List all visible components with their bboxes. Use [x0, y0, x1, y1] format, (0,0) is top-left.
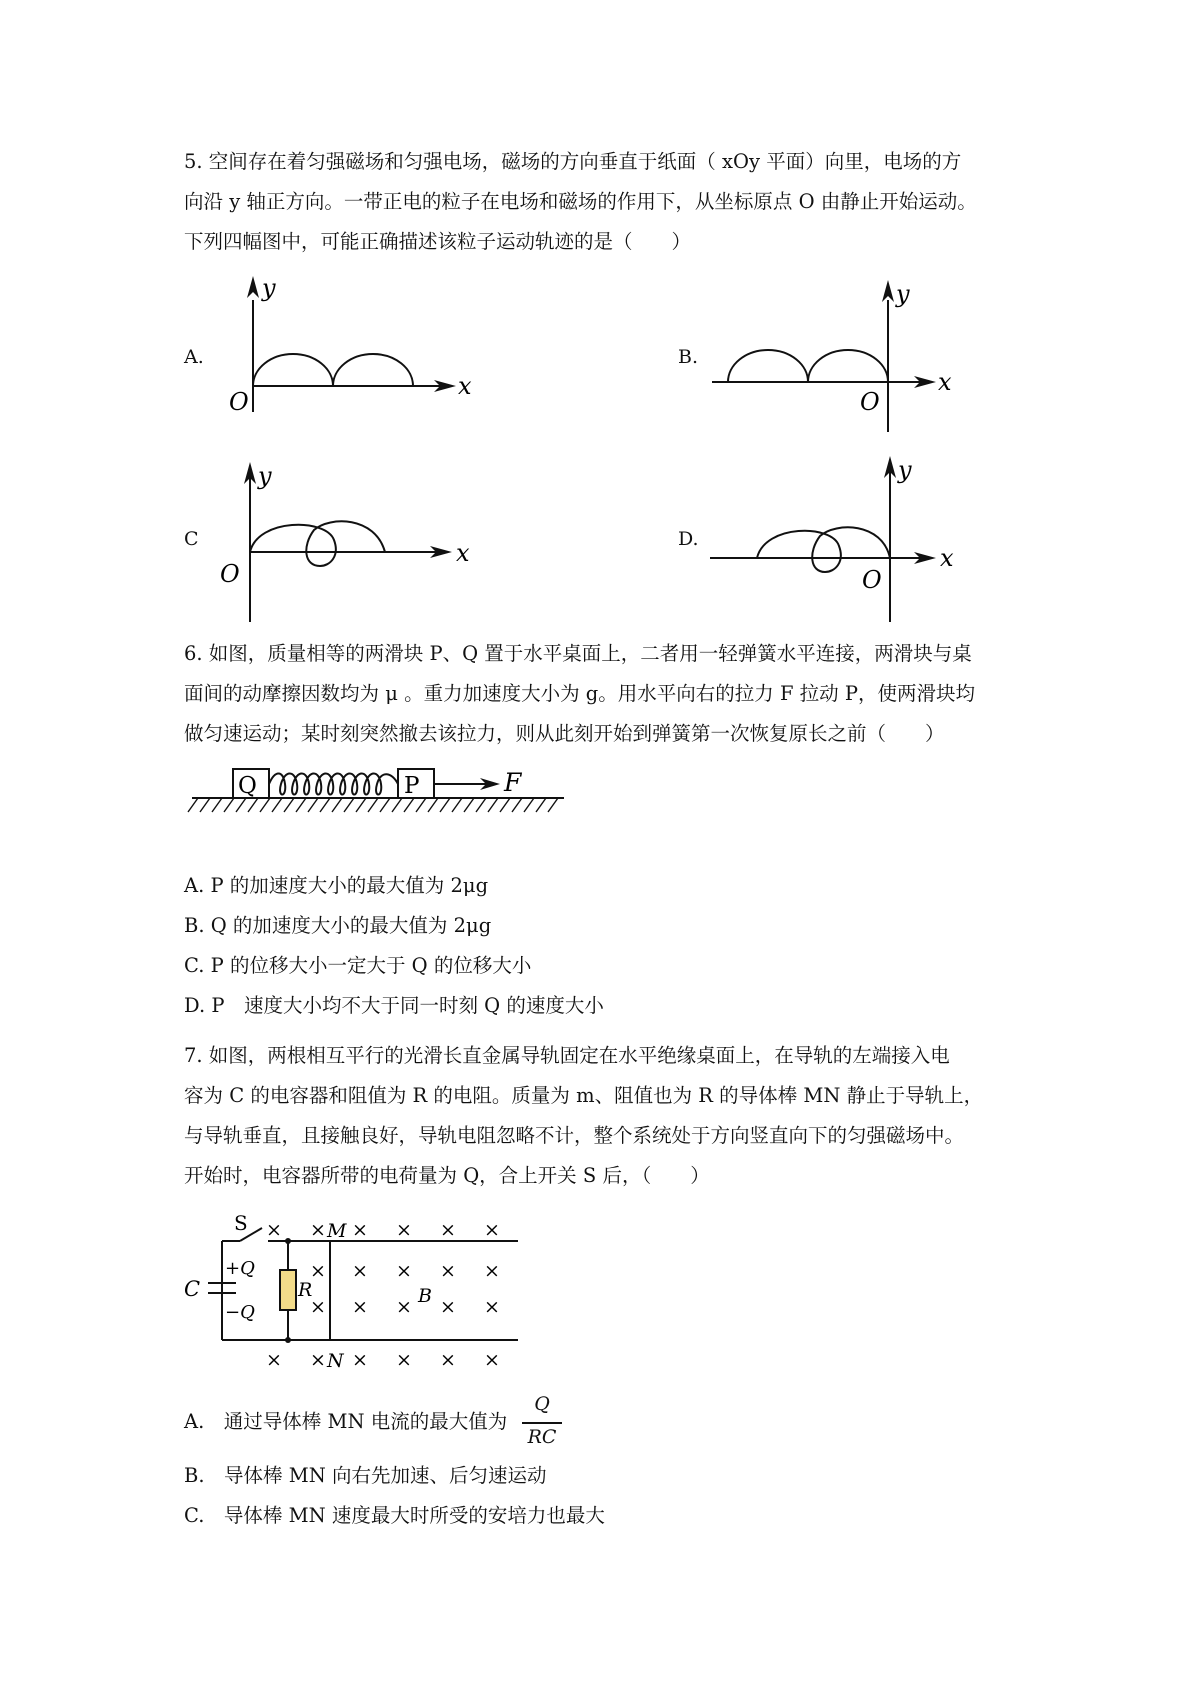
cross-mark: ×: [484, 1349, 500, 1371]
q5-a-origin-label: O: [229, 388, 249, 416]
q6-line-2: 面间的动摩擦因数均为 μ 。重力加速度大小为 g。用水平向右的拉力 F 拉动 P，使两滑块均: [184, 682, 975, 705]
q5-option-c-label: C: [184, 528, 199, 550]
q5-a-y-label: y: [262, 274, 276, 302]
q5-option-d-label: D.: [678, 528, 699, 550]
q7-option-c: C. 导体棒 MN 速度最大时所受的安培力也最大: [184, 1504, 605, 1527]
q5-c-y-label: y: [258, 462, 272, 490]
cross-mark: ×: [352, 1296, 368, 1318]
q5-b-x-label: x: [938, 368, 952, 396]
q7-top-charge-label: +Q: [225, 1258, 255, 1279]
q7-line-3: 与导轨垂直，且接触良好，导轨电阻忽略不计，整个系统处于方向竖直向下的匀强磁场中。: [184, 1124, 965, 1147]
q5-line-3: 下列四幅图中，可能正确描述该粒子运动轨迹的是（ ）: [184, 230, 692, 253]
cross-mark: ×: [310, 1349, 326, 1371]
q6-force-label: F: [504, 768, 522, 797]
q7-option-a: A. 通过导体棒 MN 电流的最大值为: [184, 1410, 508, 1433]
q5-d-origin-label: O: [862, 566, 882, 594]
cross-mark: ×: [352, 1349, 368, 1371]
q6-line-1: 6. 如图，质量相等的两滑块 P、Q 置于水平桌面上，二者用一轻弹簧水平连接，两滑块与桌: [184, 642, 972, 665]
q5-b-y-label: y: [896, 280, 910, 308]
q7-field-label: B: [418, 1285, 432, 1307]
cross-mark: ×: [352, 1219, 368, 1241]
q5-d-x-label: x: [940, 544, 954, 572]
q6-line-3: 做匀速运动；某时刻突然撤去该拉力，则从此刻开始到弹簧第一次恢复原长之前（ ）: [184, 722, 945, 745]
cross-mark: ×: [396, 1260, 412, 1282]
cross-mark: ×: [352, 1260, 368, 1282]
cross-mark: ×: [396, 1296, 412, 1318]
q7-option-a-denominator: RC: [527, 1426, 557, 1448]
cross-mark: ×: [440, 1219, 456, 1241]
q5-option-a-label: A.: [184, 346, 204, 368]
q7-line-4: 开始时，电容器所带的电荷量为 Q，合上开关 S 后，（ ）: [184, 1164, 710, 1187]
q7-rod-n-label: N: [327, 1350, 344, 1372]
q6-option-b: B. Q 的加速度大小的最大值为 2μg: [184, 914, 492, 937]
q7-option-b: B. 导体棒 MN 向右先加速、后匀速运动: [184, 1464, 547, 1487]
q6-option-a: A. P 的加速度大小的最大值为 2μg: [184, 874, 489, 897]
q5-b-origin-label: O: [860, 388, 880, 416]
q7-resistor-label: R: [298, 1279, 313, 1301]
cross-mark: ×: [310, 1219, 326, 1241]
cross-mark: ×: [484, 1219, 500, 1241]
q7-capacitor-label: C: [184, 1277, 201, 1301]
q5-option-b-label: B.: [678, 346, 699, 368]
cross-mark: ×: [440, 1260, 456, 1282]
q7-option-a-numerator: Q: [534, 1393, 550, 1415]
cross-mark: ×: [484, 1260, 500, 1282]
q7-bottom-charge-label: −Q: [225, 1302, 255, 1323]
q5-c-x-label: x: [456, 539, 470, 567]
cross-mark: ×: [266, 1349, 282, 1371]
q6-block-p-label: P: [404, 773, 420, 799]
q7-line-2: 容为 C 的电容器和阻值为 R 的电阻。质量为 m、阻值也为 R 的导体棒 MN 静止于导轨上，: [184, 1084, 984, 1107]
q5-d-y-label: y: [898, 456, 912, 484]
q6-block-q-label: Q: [238, 773, 257, 799]
cross-mark: ×: [440, 1296, 456, 1318]
cross-mark: ×: [396, 1219, 412, 1241]
q6-option-c: C. P 的位移大小一定大于 Q 的位移大小: [184, 954, 532, 977]
q7-rod-m-label: M: [327, 1220, 347, 1242]
q7-option-a-fraction-bar: [522, 1422, 562, 1424]
q7-line-1: 7. 如图，两根相互平行的光滑长直金属导轨固定在水平绝缘桌面上，在导轨的左端接入电: [184, 1044, 950, 1067]
q6-option-d: D. P 速度大小均不大于同一时刻 Q 的速度大小: [184, 994, 604, 1017]
cross-mark: ×: [440, 1349, 456, 1371]
cross-mark: ×: [266, 1219, 282, 1241]
q5-line-1: 5. 空间存在着匀强磁场和匀强电场，磁场的方向垂直于纸面（ xOy 平面）向里，电场的方: [184, 150, 962, 173]
q5-c-origin-label: O: [220, 560, 240, 588]
cross-mark: ×: [484, 1296, 500, 1318]
q5-a-x-label: x: [458, 372, 472, 400]
q5-line-2: 向沿 y 轴正方向。一带正电的粒子在电场和磁场的作用下，从坐标原点 O 由静止开始运动。: [184, 190, 977, 213]
cross-mark: ×: [310, 1296, 326, 1318]
cross-mark: ×: [310, 1260, 326, 1282]
cross-mark: ×: [396, 1349, 412, 1371]
q7-switch-label: S: [234, 1211, 248, 1235]
